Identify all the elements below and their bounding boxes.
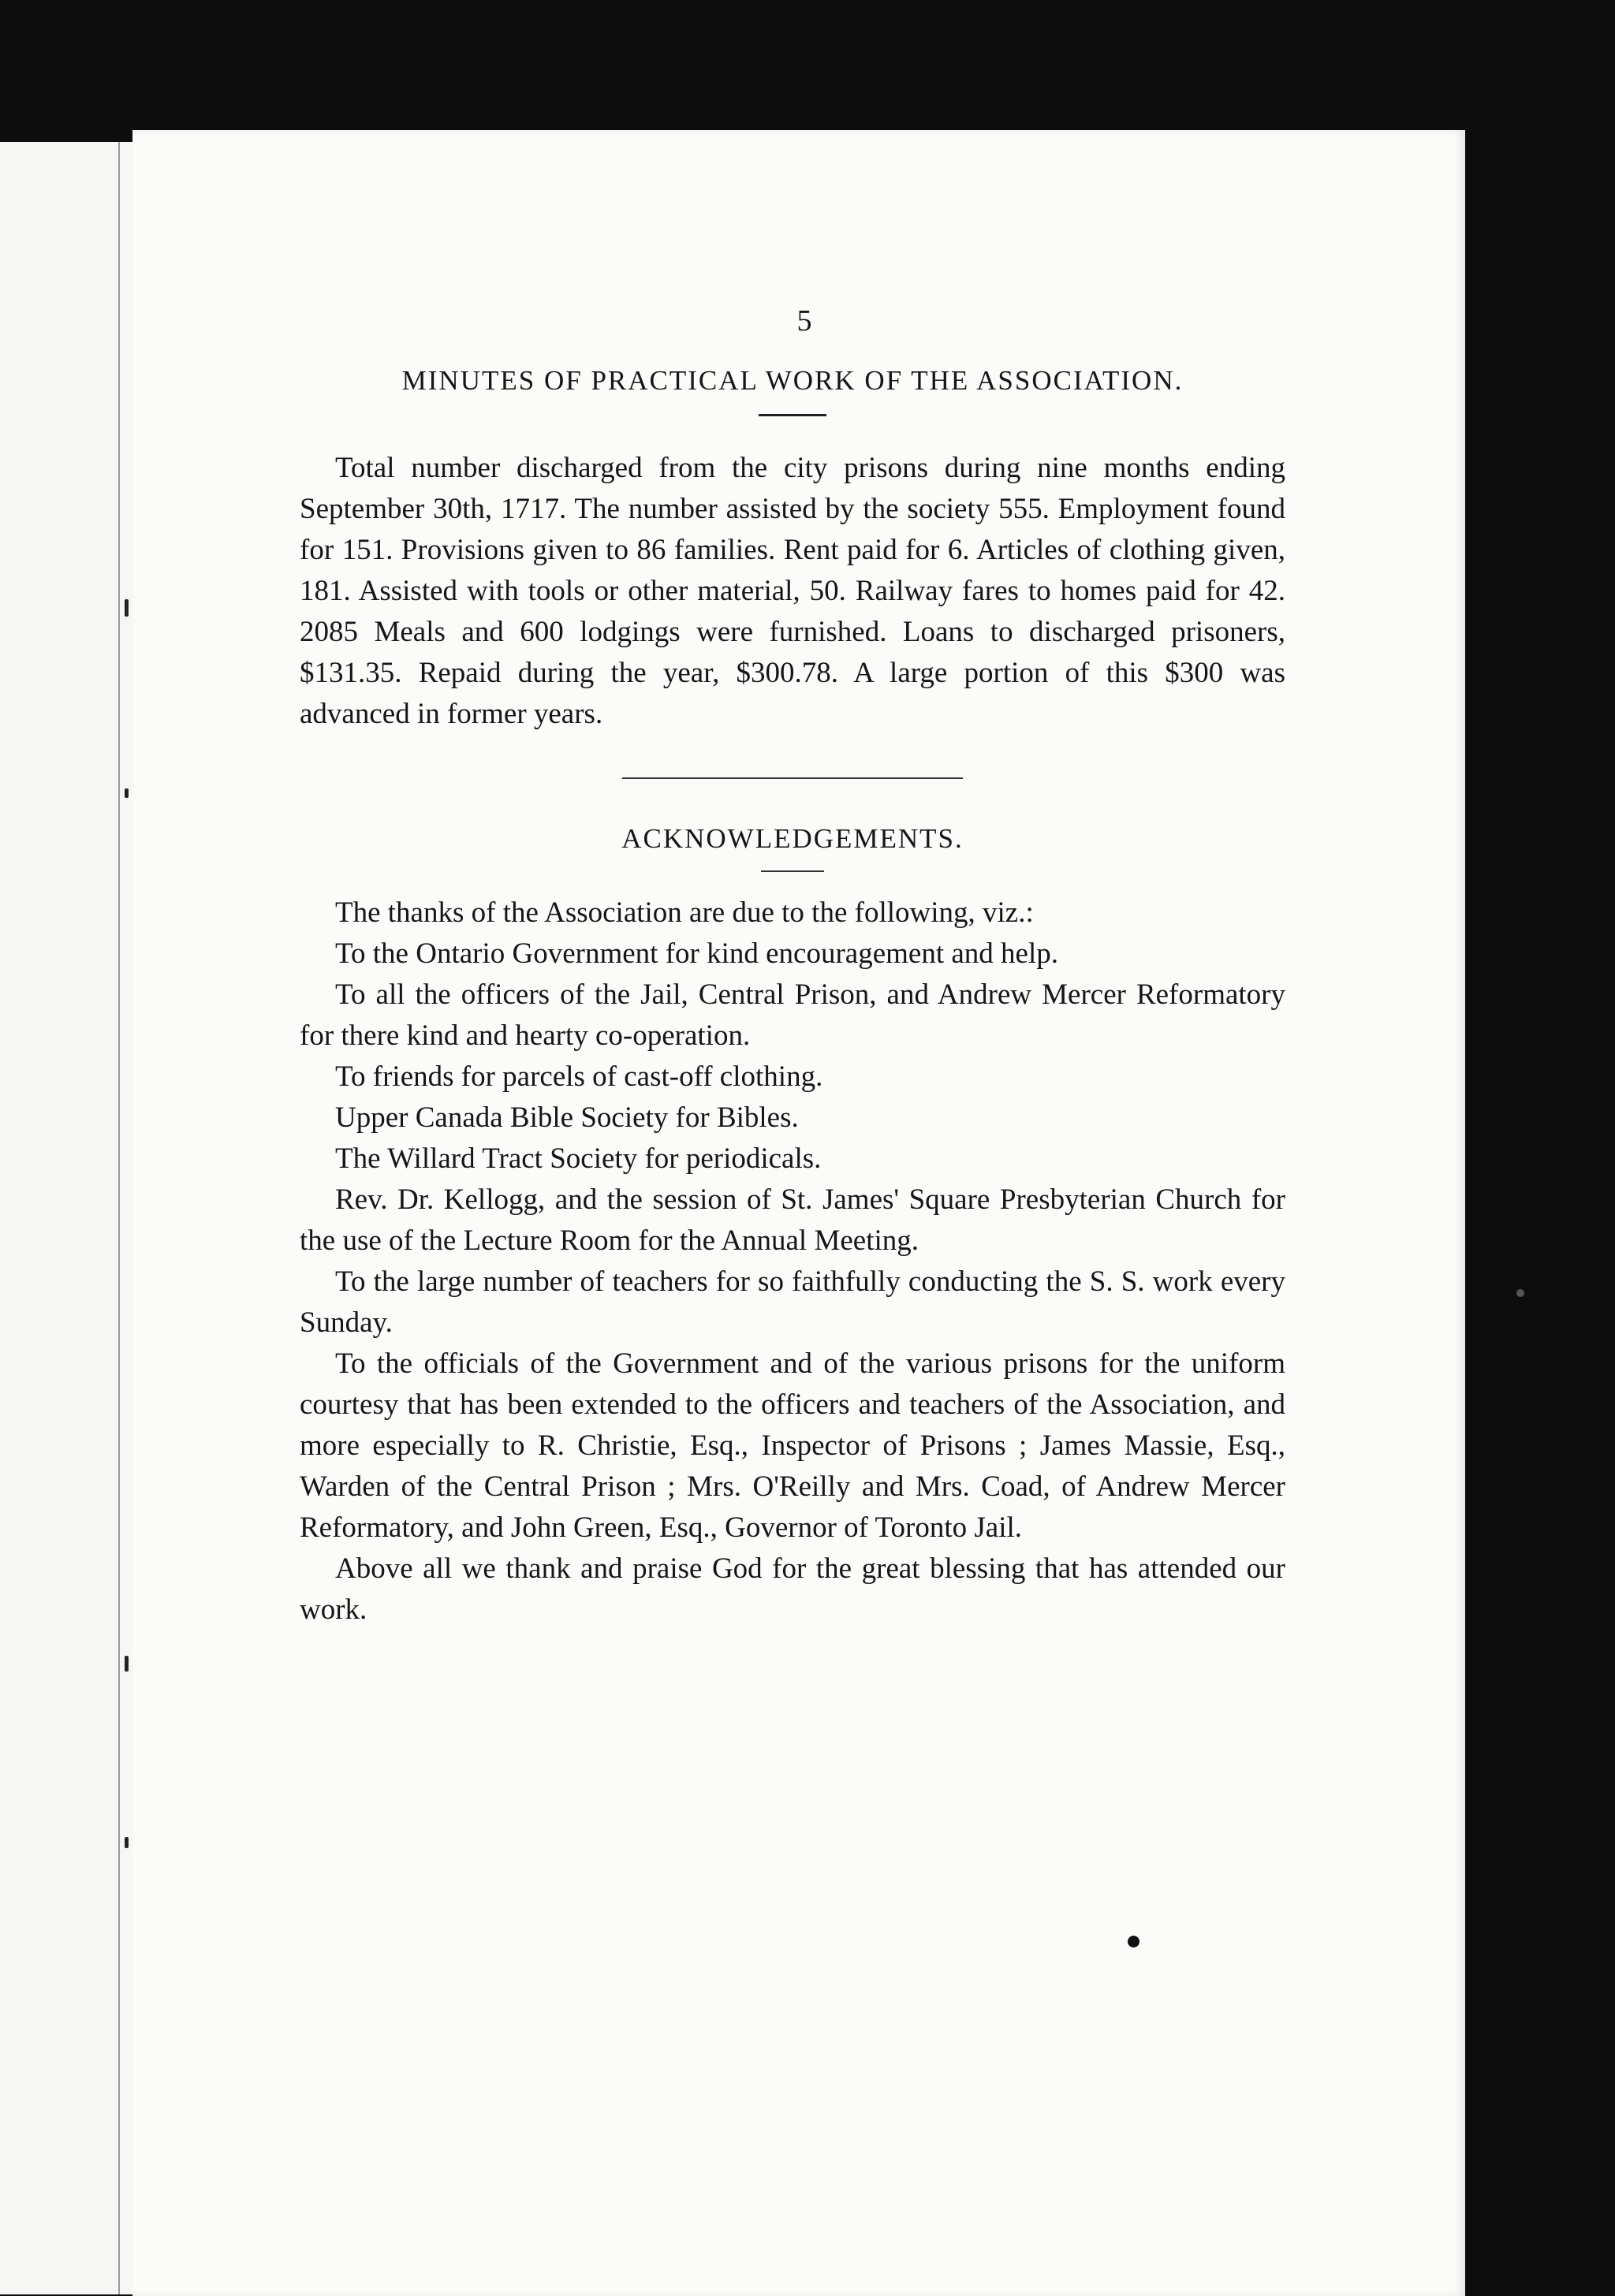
ink-dot: [1128, 1936, 1139, 1948]
document-page: [132, 130, 1465, 2296]
acknowledgement-item: To the large number of teachers for so faithfully conducting the S. S. work every Sunday.: [300, 1265, 1285, 1339]
acknowledgement-item: To friends for parcels of cast-off clothing.: [335, 1060, 823, 1093]
acknowledgements-rule: [761, 870, 824, 872]
scan-speck: [1516, 1289, 1524, 1297]
acknowledgement-item: Rev. Dr. Kellogg, and the session of St. James' Square Presbyterian Church for the use of the Lecture Room for the Annual Meeting.: [300, 1183, 1285, 1257]
acknowledgement-item: To all the officers of the Jail, Central Prison, and Andrew Mercer Reformatory for there kind and hearty co-operation.: [300, 978, 1285, 1052]
margin-mark: [125, 788, 129, 798]
acknowledgements-list: [300, 893, 1285, 1631]
facing-page-edge: [0, 142, 135, 2294]
acknowledgement-item: To the Ontario Government for kind encouragement and help.: [335, 937, 1058, 970]
margin-mark: [125, 1837, 129, 1848]
acknowledgements-heading: ACKNOWLEDGEMENTS.: [621, 823, 964, 854]
page-content: [300, 304, 1285, 1631]
minutes-heading: MINUTES OF PRACTICAL WORK OF THE ASSOCIATION.: [401, 365, 1184, 396]
acknowledgement-item: Above all we thank and praise God for the great blessing that has attended our work.: [300, 1552, 1285, 1626]
acknowledgement-item: Upper Canada Bible Society for Bibles.: [335, 1101, 799, 1134]
heading-rule: [759, 414, 826, 416]
gutter-line: [118, 142, 120, 2294]
minutes-paragraph: Total number discharged from the city prisons during nine months ending September 30th, 1717. The number assisted by the society 555. Employment found for 151. Provisions given to 86 families. Rent paid for 6. Articles of clothing given, 181. Assisted with tools or other material, 50. Railway fares to homes paid for 42. 2085 Meals and 600 lodgings were furnished. Loans to discharged prisoners, $131.35. Repaid during the year, $300.78. A large portion of this $300 was advanced in former years.: [300, 452, 1285, 730]
margin-mark: [125, 1656, 129, 1672]
acknowledgement-item: To the officials of the Government and of the various prisons for the uniform courtesy that has been extended to the officers and teachers of the Association, and more especially to R. Christie, Esq., Inspector of Prisons ; James Massie, Esq., Warden of the Central Prison ; Mrs. O'Reilly and Mrs. Coad, of Andrew Mercer Reformatory, and John Green, Esq., Governor of Toronto Jail.: [300, 1347, 1285, 1544]
margin-mark: [125, 599, 129, 617]
page-number: 5: [796, 304, 812, 337]
section-divider: [622, 777, 963, 779]
acknowledgement-item: The thanks of the Association are due to the following, viz.:: [335, 896, 1034, 929]
acknowledgement-item: The Willard Tract Society for periodicals.: [335, 1142, 822, 1175]
